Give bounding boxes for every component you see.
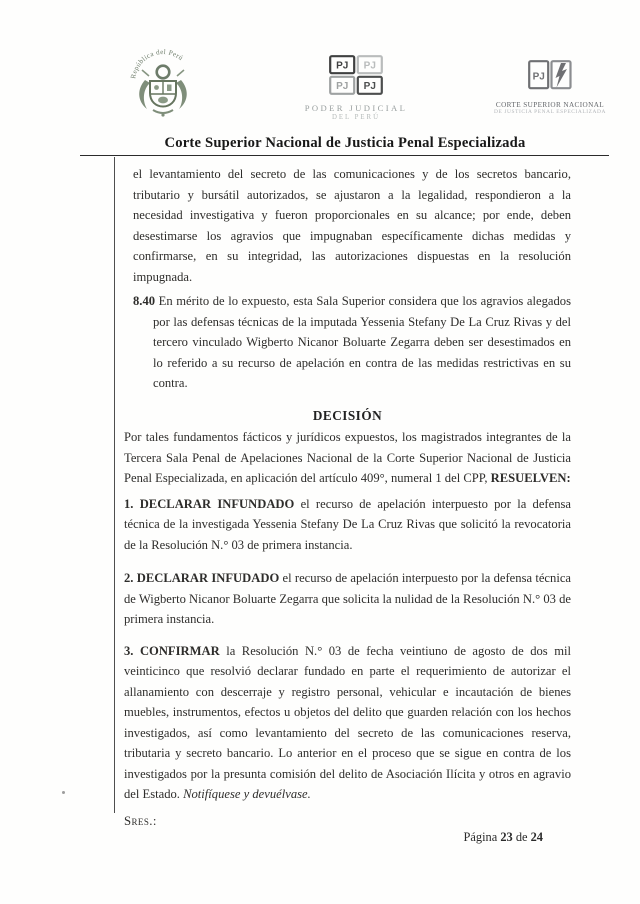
page-of-word: de — [512, 830, 531, 844]
resolution-3-text: la Resolución N.° 03 de fecha veintiuno de agosto de dos mil veinticinco que resolvió declarar fundado en parte el requerimiento de autorizar el allanamiento con descerraje y registro personal, vehicular e incautación de bienes muebles, instrumentos, efectos u objetos del delito que guarden relación con los hechos investigados, así como levantamiento del secreto de las comunicaciones reserva, tributaria y secreto bancario. Lo anterior en el proceso que se sigue en contra de los investigados por la presunta comisión del delito de Asociación Ilícita y otros en agravio del Estado. — [124, 643, 571, 801]
svg-text:PJ: PJ — [363, 81, 376, 93]
poder-judicial-label: PODER JUDICIAL — [304, 103, 408, 113]
csn-mark-icon — [528, 60, 572, 94]
decision-intro-paragraph — [124, 427, 571, 489]
resolution-2 — [124, 568, 571, 630]
item-text: En mérito de lo expuesto, esta Sala Superior considera que los agravios alegados por las defensas técnicas de la imputada Yessenia Stefany De La Cruz Rivas y del tercero vinculado Wigberto Nicanor Boluarte Zegarra deben ser desestimados en lo referido a su recurso de apelación en contra de las medidas restrictivas en su contra. — [153, 294, 571, 390]
resuelven-word: RESUELVEN: — [490, 471, 571, 485]
body-column — [114, 157, 572, 828]
page-title: Corte Superior Nacional de Justicia Penal Especializada — [164, 135, 526, 151]
resolution-1-text: el recurso de apelación interpuesto por la defensa técnica de la investigada Yessenia Stefany De La Cruz Rivas que solicitó la revocatoria de la Resolución N.° 03 de primera instancia. — [124, 496, 572, 552]
item-number: 8.40 — [133, 294, 156, 308]
seal-arc-text: República del Perú — [129, 47, 185, 80]
notifiquese-phrase: Notifíquese y devuélvase. — [183, 787, 311, 801]
page-total: 24 — [530, 830, 543, 844]
poder-judicial-logo — [296, 55, 416, 121]
csn-name-label: CORTE SUPERIOR NACIONAL — [495, 101, 605, 109]
scan-artifact-dot — [62, 791, 65, 794]
svg-text:PJ: PJ — [363, 60, 376, 72]
resolution-1 — [124, 494, 571, 556]
svg-text:PJ: PJ — [336, 81, 349, 93]
signatories-label: Sres.: — [124, 813, 157, 828]
intro-paragraph: el levantamiento del secreto de las comunicaciones y de los secretos bancario, tributario y bursátil autorizados, se ajustaron a la legalidad, respondieron a la necesidad investigativa y fueron proporcionales en su alcance; por ende, deben desestimarse los agravios que impugnaban específicamente dichas medidas y confirmarse, en su integridad, las autorizaciones dispuestas en la resolución impugnada. — [133, 167, 571, 284]
poder-judicial-mark-icon — [329, 55, 383, 95]
page-number — [464, 830, 544, 845]
del-peru-label: DEL PERÚ — [331, 114, 381, 121]
resolution-3 — [124, 641, 571, 805]
page-current: 23 — [500, 830, 513, 844]
svg-text:PJ: PJ — [532, 71, 545, 83]
resolution-2-lead: 2. DECLARAR INFUDADO — [124, 571, 280, 585]
corte-superior-nacional-logo — [492, 60, 608, 115]
page-word: Página — [463, 830, 501, 844]
resolution-3-lead: 3. CONFIRMAR — [124, 643, 220, 658]
paragraph-8-40 — [133, 291, 571, 394]
csn-subname-label: DE JUSTICIA PENAL ESPECIALIZADA — [494, 109, 606, 115]
resolution-2-text: el recurso de apelación interpuesto por la defensa técnica de Wigberto Nicanor Boluarte Zegarra que solicita la nulidad de la Resolución N.° 03 de primera instancia. — [124, 571, 571, 626]
resolution-1-lead: 1. DECLARAR INFUNDADO — [124, 496, 295, 511]
peru-coat-of-arms-icon — [124, 42, 202, 127]
svg-text:PJ: PJ — [336, 60, 349, 72]
decision-heading: DECISIÓN — [312, 407, 383, 423]
decision-intro-text: Por tales fundamentos fácticos y jurídicos expuestos, los magistrados integrantes de la Tercera Sala Penal de Apelaciones Nacional de la Corte Superior Nacional de Justicia Penal Especializada, en aplicación del artículo 409°, numeral 1 del CPP, — [124, 430, 571, 485]
header-rule — [80, 155, 609, 156]
